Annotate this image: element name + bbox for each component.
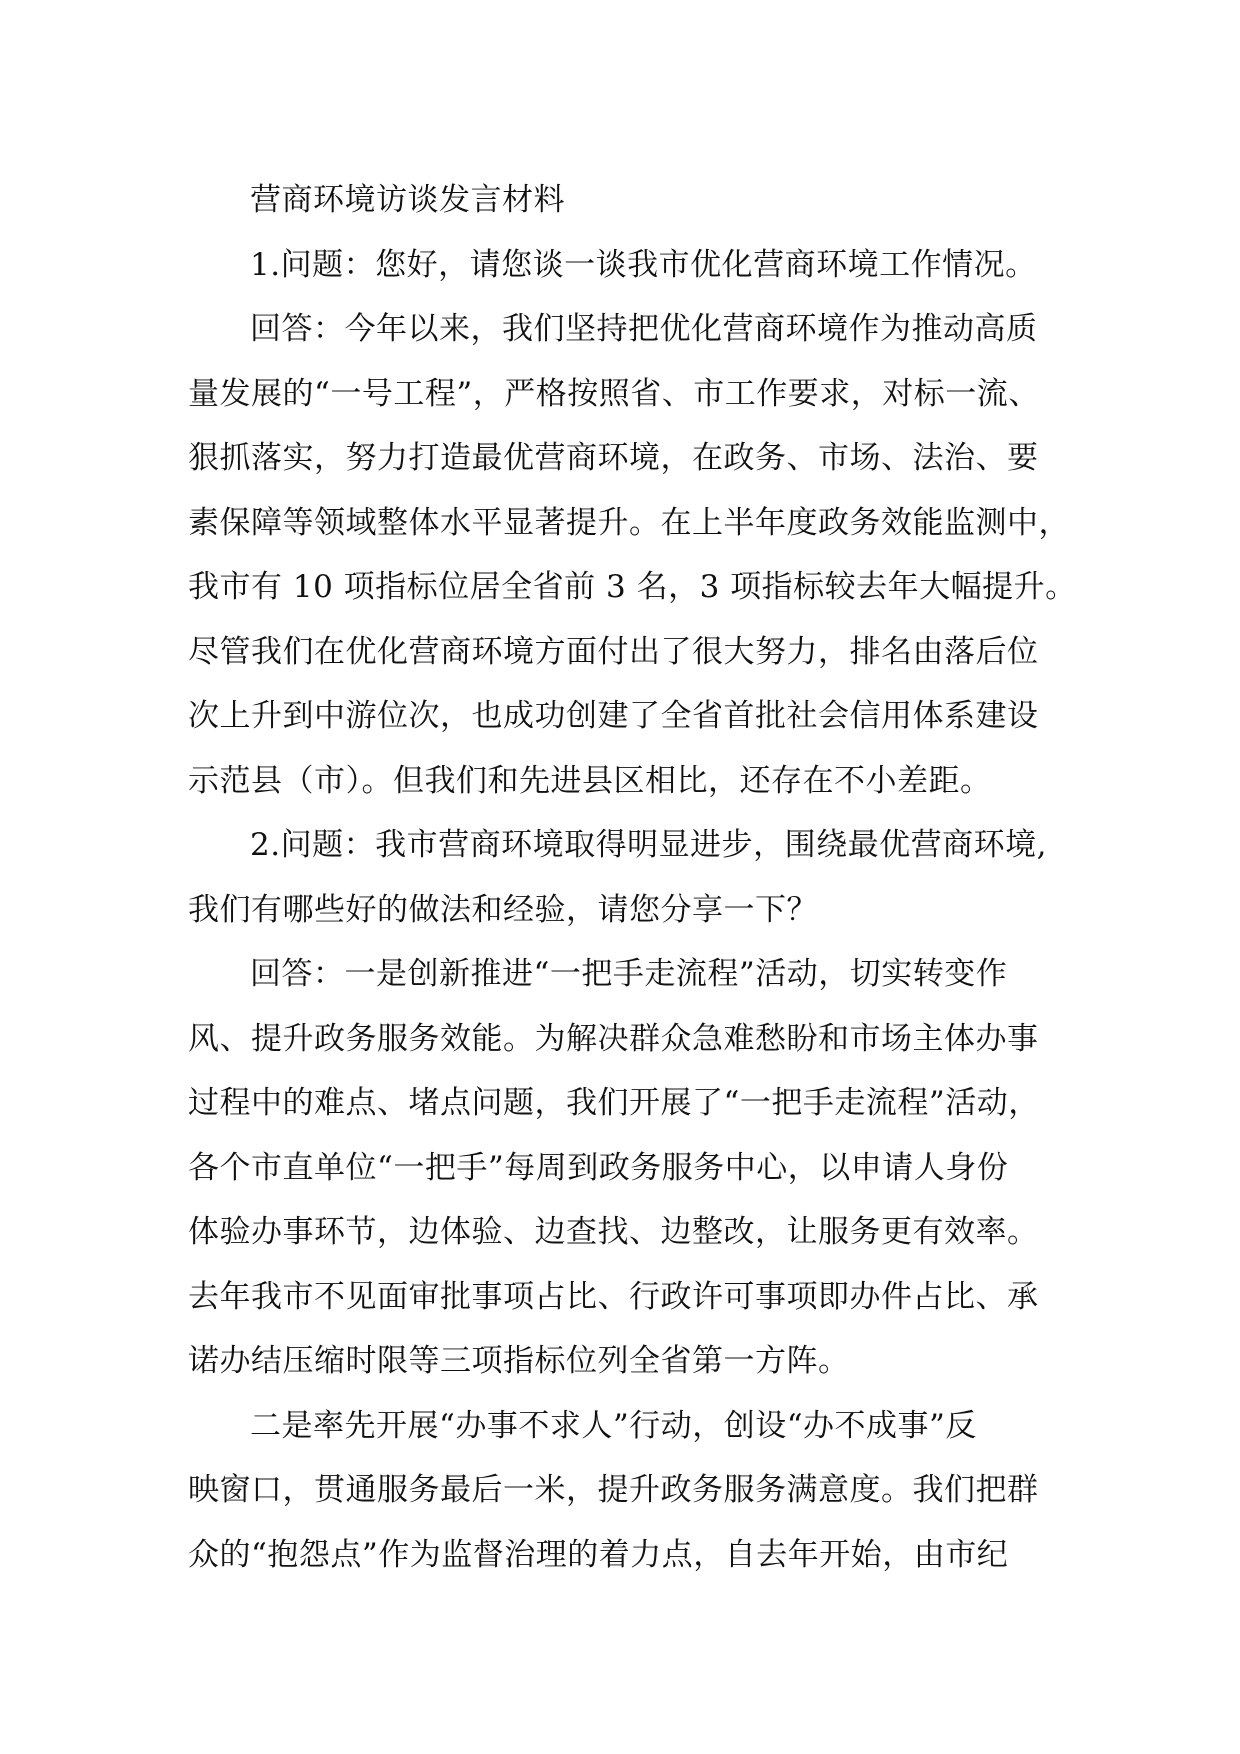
answer-1-line: 量发展的“一号工程”，严格按照省、市工作要求，对标一流、 <box>188 375 1040 412</box>
answer-2-line: 各个市直单位“一把手”每周到政务服务中心，以申请人身份 <box>188 1149 1009 1186</box>
answer-2-line: 回答：一是创新推进“一把手走流程”活动，切实转变作 <box>250 956 1008 992</box>
answer-1-line: 示范县（市）。但我们和先进县区相比，还存在不小差距。 <box>188 762 992 799</box>
answer-2b-line: 映窗口，贯通服务最后一米，提升政务服务满意度。我们把群 <box>188 1472 1039 1508</box>
question-2: 2.问题：我市营商环境取得明显进步，围绕最优营商环境, <box>250 827 1047 863</box>
question-1: 1.问题：您好，请您谈一谈我市优化营商环境工作情况。 <box>250 246 1037 283</box>
document-body <box>188 168 1088 1587</box>
answer-2-line: 过程中的难点、堵点问题，我们开展了“一把手走流程”活动， <box>188 1085 1040 1121</box>
answer-2b-line: 二是率先开展“办事不求人”行动，创设“办不成事”反 <box>250 1407 977 1444</box>
answer-1-line: 回答：今年以来，我们坚持把优化营商环境作为推动高质 <box>250 311 1038 347</box>
answer-2-line: 风、提升政务服务效能。为解决群众急难愁盼和市场主体办事 <box>188 1020 1039 1057</box>
answer-1-line: 我市有 10 项指标位居全省前 3 名，3 项指标较去年大幅提升。 <box>188 569 1077 605</box>
question-2-line: 我们有哪些好的做法和经验，请您分享一下？ <box>188 891 818 928</box>
answer-1-line: 素保障等领域整体水平显著提升。在上半年度政务效能监测中， <box>188 504 1070 541</box>
answer-1-line: 狠抓落实，努力打造最优营商环境，在政务、市场、法治、要 <box>188 440 1039 476</box>
answer-2b-line: 众的“抱怨点”作为监督治理的着力点，自去年开始，由市纪 <box>188 1536 1009 1573</box>
answer-1-line: 次上升到中游位次，也成功创建了全省首批社会信用体系建设 <box>188 698 1039 734</box>
answer-2-line: 诺办结压缩时限等三项指标位列全省第一方阵。 <box>188 1343 850 1379</box>
answer-1-line: 尽管我们在优化营商环境方面付出了很大努力，排名由落后位 <box>188 633 1039 670</box>
document-title: 营商环境访谈发言材料 <box>250 182 565 218</box>
answer-2-line: 体验办事环节，边体验、边查找、边整改，让服务更有效率。 <box>188 1214 1039 1250</box>
answer-2-line: 去年我市不见面审批事项占比、行政许可事项即办件占比、承 <box>188 1278 1039 1315</box>
